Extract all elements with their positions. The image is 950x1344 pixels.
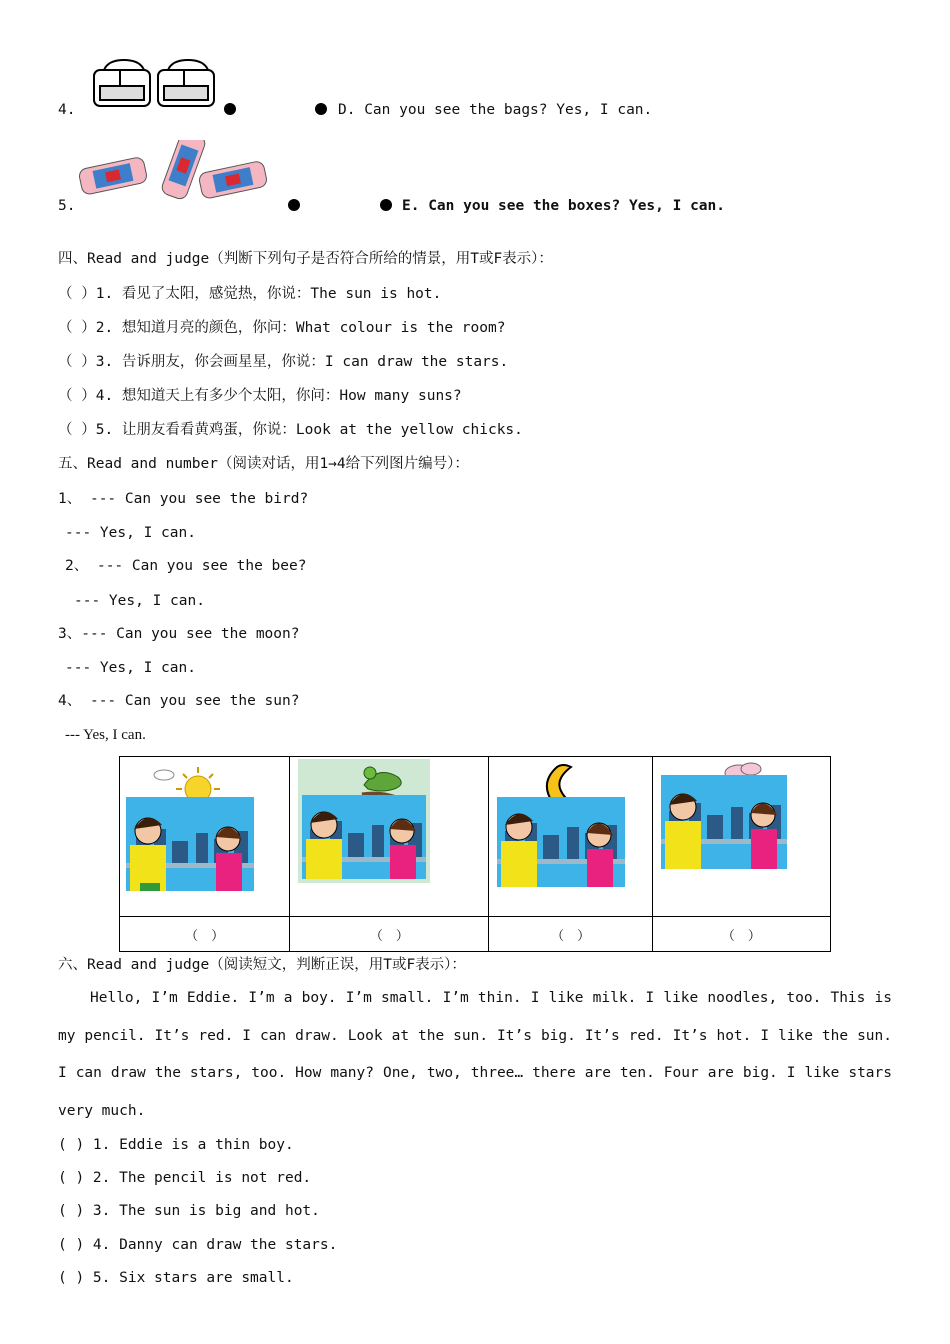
girl-figure (390, 819, 416, 879)
section6-item-3: ( ) 3. The sun is big and hot. (58, 1203, 320, 1219)
number-blank[interactable]: （ ） (120, 917, 290, 952)
dialogue-1-question: 1、 --- Can you see the bird? (58, 491, 309, 507)
bag-icon (94, 60, 150, 106)
picture-cell-moon (489, 757, 652, 917)
section4-item-1: （ ）1. 看见了太阳，感觉热，你说：The sun is hot. (58, 286, 442, 302)
section4-item-4: （ ）4. 想知道天上有多少个太阳，你问：How many suns? (58, 388, 462, 404)
match-item-5-number: 5. (58, 198, 76, 214)
boy-figure (130, 818, 166, 891)
section4-item-2: （ ）2. 想知道月亮的颜色，你问：What colour is the room? (58, 320, 506, 336)
match-item-4-number: 4. (58, 102, 76, 118)
match-dot-left[interactable] (224, 103, 236, 115)
box-icon (78, 156, 148, 195)
number-blank[interactable]: （ ） (652, 917, 830, 952)
section6-item-5: ( ) 5. Six stars are small. (58, 1270, 294, 1286)
section6-item-2: ( ) 2. The pencil is not red. (58, 1170, 312, 1186)
girl-figure (216, 827, 242, 891)
section6-item-4: ( ) 4. Danny can draw the stars. (58, 1237, 338, 1253)
bags-picture (90, 58, 220, 110)
boy-figure (665, 794, 701, 869)
picture-cell-sun (120, 757, 290, 917)
number-blank[interactable]: （ ） (290, 917, 489, 952)
box-icon (160, 140, 207, 201)
section4-title: 四、Read and judge（判断下列句子是否符合所给的情景，用T或F表示）： (58, 251, 553, 267)
box-icon (198, 160, 268, 199)
match-dot-right[interactable] (380, 199, 392, 211)
bee-scene (659, 757, 791, 873)
boxes-picture (74, 140, 274, 212)
girl-figure (587, 823, 613, 887)
section4-item-3: （ ）3. 告诉朋友，你会画星星，你说：I can draw the stars. (58, 354, 509, 370)
section6-title: 六、Read and judge（阅读短文，判断正误，用T或F表示）： (58, 957, 466, 973)
section6-item-1: ( ) 1. Eddie is a thin boy. (58, 1137, 294, 1153)
moon-scene (495, 761, 627, 887)
reading-passage: Hello, I’m Eddie. I’m a boy. I’m small. I’m thin. I like milk. I like noodles, too. This is my pencil. It’s red. I can draw. Look at the sun. It’s big. It’s red. It’s hot. I like the sun. I can draw the stars, too. How many? One, two, three… there are ten. Four are big. I like stars very much. (58, 990, 892, 1119)
section5-title: 五、Read and number（阅读对话，用1→4给下列图片编号）： (58, 456, 469, 472)
dialogue-4-question: 4、 --- Can you see the sun? (58, 693, 300, 709)
match-dot-right[interactable] (315, 103, 327, 115)
picture-cell-bird (290, 757, 489, 917)
picture-cell-bee (652, 757, 830, 917)
boy-figure (306, 812, 342, 879)
girl-figure (751, 803, 777, 869)
boy-figure (501, 814, 537, 887)
dialogue-4-answer: --- Yes, I can. (65, 727, 146, 743)
match-dot-left[interactable] (288, 199, 300, 211)
number-blank[interactable]: （ ） (489, 917, 652, 952)
match-option-e: E. Can you see the boxes? Yes, I can. (402, 198, 726, 214)
dialogue-2-answer: --- Yes, I can. (74, 593, 205, 609)
picture-table (119, 756, 831, 952)
dialogue-3-question: 3、--- Can you see the moon? (58, 626, 300, 642)
section4-item-5: （ ）5. 让朋友看看黄鸡蛋，你说：Look at the yellow chicks. (58, 422, 523, 438)
bird-scene (298, 759, 430, 883)
dialogue-3-answer: --- Yes, I can. (65, 660, 196, 676)
match-option-d: D. Can you see the bags? Yes, I can. (338, 102, 653, 118)
dialogue-1-answer: --- Yes, I can. (65, 525, 196, 541)
bag-icon (158, 60, 214, 106)
sun-scene (126, 765, 256, 893)
dialogue-2-question: 2、 --- Can you see the bee? (65, 558, 307, 574)
